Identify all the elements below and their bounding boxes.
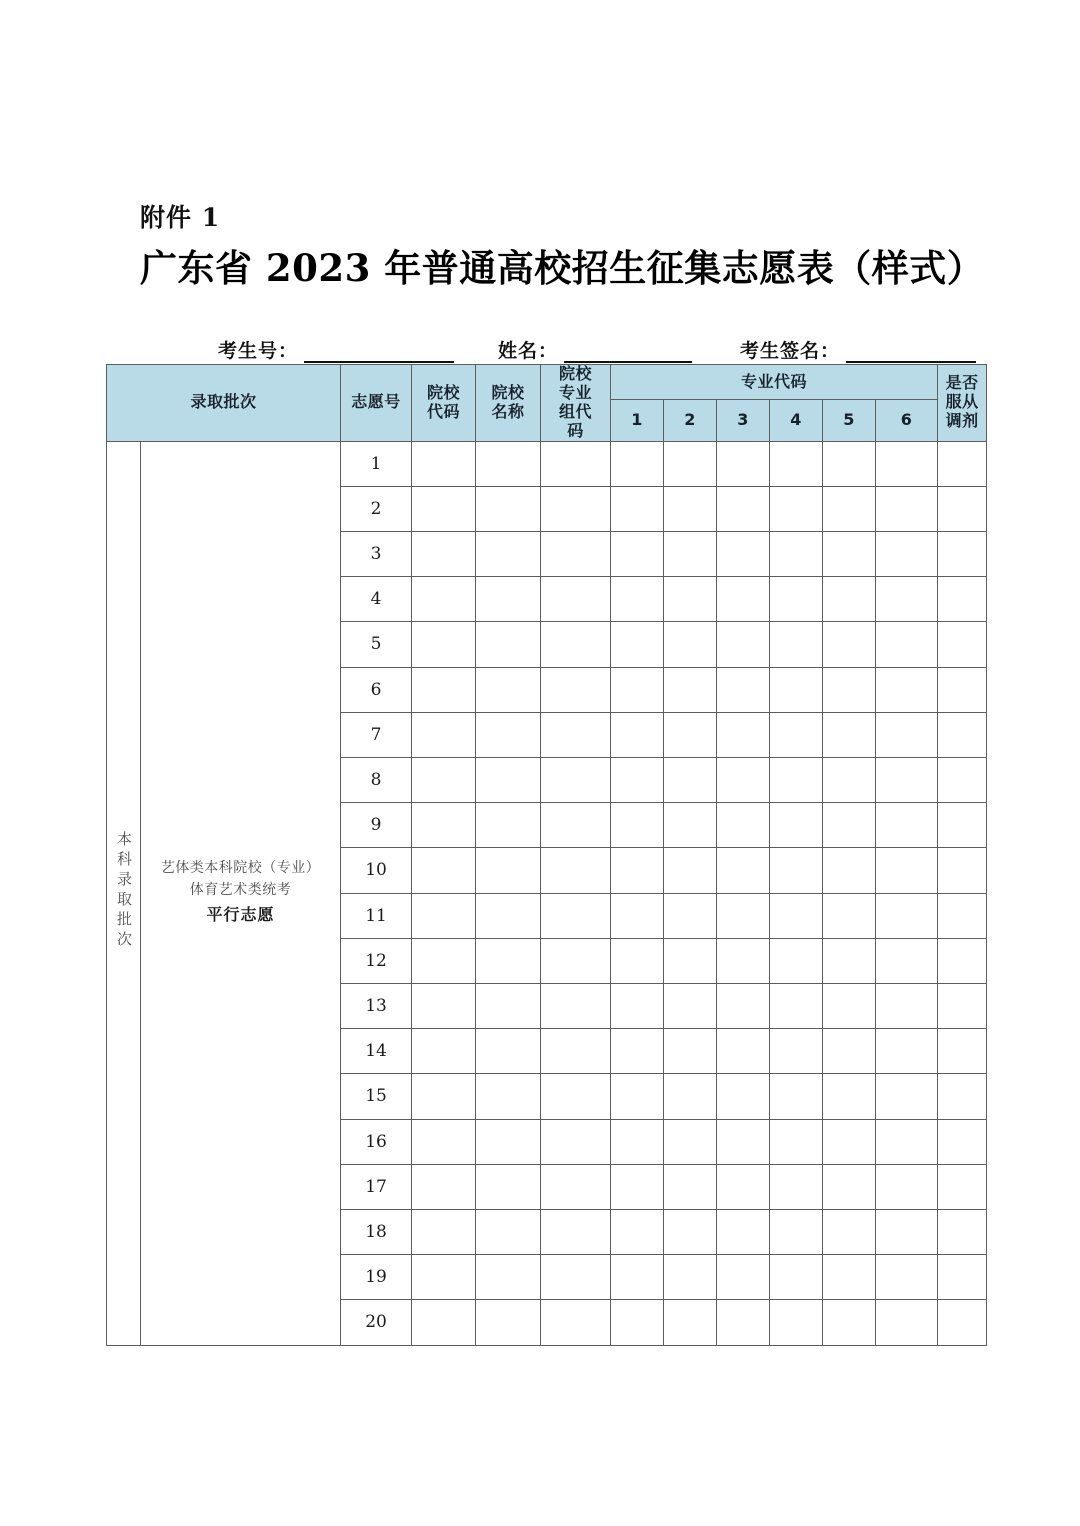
cell-major-code-1[interactable] bbox=[611, 1164, 664, 1209]
cell-school-code[interactable] bbox=[412, 938, 476, 983]
col-header-major-code-6: 6 bbox=[876, 400, 938, 442]
cell-major-code-3[interactable] bbox=[717, 486, 770, 531]
cell-school-code[interactable] bbox=[412, 1074, 476, 1119]
cell-major-code-4[interactable] bbox=[770, 803, 823, 848]
obey-adjust-line2: 服从 bbox=[945, 392, 979, 412]
cell-major-code-5[interactable] bbox=[823, 441, 876, 486]
cell-major-code-5[interactable] bbox=[823, 712, 876, 757]
cell-school-code[interactable] bbox=[412, 983, 476, 1028]
cell-school-code[interactable] bbox=[412, 1119, 476, 1164]
cell-school-name[interactable] bbox=[476, 486, 541, 531]
cell-major-code-6[interactable] bbox=[876, 667, 938, 712]
school-code-line1: 院校 bbox=[427, 382, 461, 402]
cell-major-code-5[interactable] bbox=[823, 803, 876, 848]
cell-major-code-6[interactable] bbox=[876, 1300, 938, 1345]
cell-obey-adjust[interactable] bbox=[938, 893, 987, 938]
cell-school-code[interactable] bbox=[412, 1164, 476, 1209]
school-name-line2: 名称 bbox=[491, 401, 525, 421]
cell-major-group-code[interactable] bbox=[541, 983, 611, 1028]
cell-major-code-6[interactable] bbox=[876, 712, 938, 757]
school-name-line1: 院校 bbox=[491, 382, 525, 402]
cell-school-code[interactable] bbox=[412, 1300, 476, 1345]
cell-major-code-1[interactable] bbox=[611, 1074, 664, 1119]
cell-major-code-3[interactable] bbox=[717, 622, 770, 667]
cell-major-code-3[interactable] bbox=[717, 712, 770, 757]
cell-major-code-4[interactable] bbox=[770, 1300, 823, 1345]
cell-major-code-2[interactable] bbox=[664, 938, 717, 983]
cell-school-name[interactable] bbox=[476, 757, 541, 802]
cell-major-group-code[interactable] bbox=[541, 848, 611, 893]
cell-major-code-4[interactable] bbox=[770, 848, 823, 893]
cell-volunteer-no: 4 bbox=[341, 577, 412, 622]
cell-major-code-1[interactable] bbox=[611, 983, 664, 1028]
volunteer-table bbox=[106, 364, 987, 1346]
col-header-major-code-2: 2 bbox=[664, 400, 717, 442]
cell-school-name[interactable] bbox=[476, 1255, 541, 1300]
obey-adjust-line3: 调剂 bbox=[945, 411, 979, 431]
cell-school-name[interactable] bbox=[476, 622, 541, 667]
cell-major-code-6[interactable] bbox=[876, 848, 938, 893]
batch-vertical-label: 本科录取批次 bbox=[115, 831, 133, 952]
cell-major-code-6[interactable] bbox=[876, 803, 938, 848]
cell-major-code-6[interactable] bbox=[876, 893, 938, 938]
cell-volunteer-no: 17 bbox=[341, 1164, 412, 1209]
cell-major-code-2[interactable] bbox=[664, 757, 717, 802]
cell-school-code[interactable] bbox=[412, 893, 476, 938]
candidate-signature-rule[interactable] bbox=[846, 344, 976, 363]
candidate-signature-field[interactable] bbox=[740, 336, 976, 363]
cell-school-code[interactable] bbox=[412, 757, 476, 802]
cell-major-code-3[interactable] bbox=[717, 803, 770, 848]
cell-major-group-code[interactable] bbox=[541, 1209, 611, 1254]
cell-obey-adjust[interactable] bbox=[938, 757, 987, 802]
cell-major-code-1[interactable] bbox=[611, 1209, 664, 1254]
cell-obey-adjust[interactable] bbox=[938, 938, 987, 983]
cell-major-group-code[interactable] bbox=[541, 1255, 611, 1300]
cell-major-code-4[interactable] bbox=[770, 983, 823, 1028]
cell-major-code-2[interactable] bbox=[664, 1164, 717, 1209]
cell-major-code-2[interactable] bbox=[664, 1119, 717, 1164]
cell-major-code-5[interactable] bbox=[823, 757, 876, 802]
cell-major-code-4[interactable] bbox=[770, 1029, 823, 1074]
cell-major-code-6[interactable] bbox=[876, 531, 938, 576]
major-group-line1: 院校 bbox=[559, 364, 593, 383]
cell-volunteer-no: 18 bbox=[341, 1209, 412, 1254]
cell-major-code-5[interactable] bbox=[823, 1029, 876, 1074]
cell-major-code-3[interactable] bbox=[717, 848, 770, 893]
cell-major-code-4[interactable] bbox=[770, 531, 823, 576]
header-row-top bbox=[107, 365, 987, 400]
cell-school-name[interactable] bbox=[476, 803, 541, 848]
cell-major-code-5[interactable] bbox=[823, 622, 876, 667]
col-header-batch: 录取批次 bbox=[107, 365, 341, 442]
cell-major-group-code[interactable] bbox=[541, 441, 611, 486]
col-header-school-name bbox=[476, 365, 541, 442]
cell-major-code-6[interactable] bbox=[876, 1119, 938, 1164]
cell-school-code[interactable] bbox=[412, 667, 476, 712]
cell-major-code-3[interactable] bbox=[717, 983, 770, 1028]
cell-obey-adjust[interactable] bbox=[938, 622, 987, 667]
candidate-name-field[interactable] bbox=[498, 336, 692, 363]
cell-major-code-4[interactable] bbox=[770, 486, 823, 531]
cell-major-code-4[interactable] bbox=[770, 1074, 823, 1119]
cell-major-code-6[interactable] bbox=[876, 983, 938, 1028]
cell-obey-adjust[interactable] bbox=[938, 577, 987, 622]
cell-major-code-4[interactable] bbox=[770, 441, 823, 486]
col-header-major-code-5: 5 bbox=[823, 400, 876, 442]
cell-major-code-5[interactable] bbox=[823, 983, 876, 1028]
cell-school-code[interactable] bbox=[412, 531, 476, 576]
cell-volunteer-no: 12 bbox=[341, 938, 412, 983]
cell-major-code-1[interactable] bbox=[611, 1119, 664, 1164]
cell-major-code-3[interactable] bbox=[717, 1074, 770, 1119]
cell-major-code-2[interactable] bbox=[664, 531, 717, 576]
page-title: 广东省 2023 年普通高校招生征集志愿表（样式） bbox=[140, 246, 985, 290]
cell-obey-adjust[interactable] bbox=[938, 848, 987, 893]
cell-major-group-code[interactable] bbox=[541, 486, 611, 531]
cell-major-code-6[interactable] bbox=[876, 938, 938, 983]
cell-major-code-1[interactable] bbox=[611, 1029, 664, 1074]
cell-school-code[interactable] bbox=[412, 577, 476, 622]
cell-major-code-3[interactable] bbox=[717, 667, 770, 712]
cell-major-code-1[interactable] bbox=[611, 893, 664, 938]
cell-major-code-4[interactable] bbox=[770, 667, 823, 712]
candidate-name-rule[interactable] bbox=[564, 344, 692, 363]
cell-major-group-code[interactable] bbox=[541, 1074, 611, 1119]
cell-major-code-2[interactable] bbox=[664, 893, 717, 938]
cell-major-code-4[interactable] bbox=[770, 1209, 823, 1254]
cell-volunteer-no: 13 bbox=[341, 983, 412, 1028]
table-body bbox=[107, 441, 987, 1345]
cell-major-code-3[interactable] bbox=[717, 893, 770, 938]
cell-major-code-4[interactable] bbox=[770, 712, 823, 757]
cell-major-code-5[interactable] bbox=[823, 1209, 876, 1254]
cell-major-code-3[interactable] bbox=[717, 441, 770, 486]
cell-major-code-5[interactable] bbox=[823, 1119, 876, 1164]
cell-major-code-4[interactable] bbox=[770, 622, 823, 667]
batch-description-line2: 体育艺术类统考 bbox=[189, 881, 292, 898]
cell-school-name[interactable] bbox=[476, 1209, 541, 1254]
cell-major-group-code[interactable] bbox=[541, 1029, 611, 1074]
cell-major-code-2[interactable] bbox=[664, 486, 717, 531]
cell-major-group-code[interactable] bbox=[541, 577, 611, 622]
cell-major-code-1[interactable] bbox=[611, 577, 664, 622]
cell-major-group-code[interactable] bbox=[541, 1300, 611, 1345]
table-header bbox=[107, 365, 987, 442]
cell-volunteer-no: 6 bbox=[341, 667, 412, 712]
cell-school-code[interactable] bbox=[412, 622, 476, 667]
cell-major-code-5[interactable] bbox=[823, 848, 876, 893]
major-group-line2: 专业 bbox=[559, 382, 593, 402]
cell-obey-adjust[interactable] bbox=[938, 667, 987, 712]
batch-description-cell bbox=[141, 441, 341, 1345]
cell-major-code-3[interactable] bbox=[717, 757, 770, 802]
cell-obey-adjust[interactable] bbox=[938, 1209, 987, 1254]
cell-major-group-code[interactable] bbox=[541, 1119, 611, 1164]
cell-major-group-code[interactable] bbox=[541, 712, 611, 757]
cell-major-code-5[interactable] bbox=[823, 1074, 876, 1119]
cell-school-code[interactable] bbox=[412, 712, 476, 757]
cell-major-code-3[interactable] bbox=[717, 1300, 770, 1345]
cell-major-code-5[interactable] bbox=[823, 577, 876, 622]
cell-major-code-4[interactable] bbox=[770, 757, 823, 802]
cell-major-group-code[interactable] bbox=[541, 938, 611, 983]
cell-school-code[interactable] bbox=[412, 1255, 476, 1300]
cell-major-code-5[interactable] bbox=[823, 667, 876, 712]
cell-school-name[interactable] bbox=[476, 848, 541, 893]
cell-obey-adjust[interactable] bbox=[938, 1255, 987, 1300]
cell-volunteer-no: 19 bbox=[341, 1255, 412, 1300]
cell-major-group-code[interactable] bbox=[541, 531, 611, 576]
cell-major-code-6[interactable] bbox=[876, 1255, 938, 1300]
cell-major-code-2[interactable] bbox=[664, 577, 717, 622]
school-code-line2: 代码 bbox=[427, 401, 461, 421]
cell-major-code-6[interactable] bbox=[876, 486, 938, 531]
cell-major-code-3[interactable] bbox=[717, 1164, 770, 1209]
cell-school-name[interactable] bbox=[476, 1074, 541, 1119]
cell-major-code-4[interactable] bbox=[770, 1255, 823, 1300]
cell-major-code-1[interactable] bbox=[611, 712, 664, 757]
cell-major-code-5[interactable] bbox=[823, 1164, 876, 1209]
cell-major-code-2[interactable] bbox=[664, 1255, 717, 1300]
cell-major-code-3[interactable] bbox=[717, 938, 770, 983]
cell-major-code-6[interactable] bbox=[876, 1074, 938, 1119]
cell-major-code-6[interactable] bbox=[876, 757, 938, 802]
col-header-volunteer-no: 志愿号 bbox=[341, 365, 412, 442]
table-row bbox=[107, 441, 987, 486]
cell-obey-adjust[interactable] bbox=[938, 1164, 987, 1209]
cell-major-code-2[interactable] bbox=[664, 712, 717, 757]
cell-major-group-code[interactable] bbox=[541, 757, 611, 802]
cell-major-code-4[interactable] bbox=[770, 1164, 823, 1209]
cell-major-code-3[interactable] bbox=[717, 577, 770, 622]
cell-school-name[interactable] bbox=[476, 712, 541, 757]
cell-major-code-6[interactable] bbox=[876, 622, 938, 667]
cell-school-name[interactable] bbox=[476, 441, 541, 486]
cell-school-name[interactable] bbox=[476, 938, 541, 983]
volunteer-table-wrapper bbox=[106, 364, 986, 1333]
cell-major-code-5[interactable] bbox=[823, 531, 876, 576]
cell-major-code-1[interactable] bbox=[611, 848, 664, 893]
cell-major-code-5[interactable] bbox=[823, 938, 876, 983]
cell-major-code-3[interactable] bbox=[717, 531, 770, 576]
cell-school-code[interactable] bbox=[412, 1029, 476, 1074]
cell-major-code-5[interactable] bbox=[823, 1300, 876, 1345]
cell-major-code-2[interactable] bbox=[664, 848, 717, 893]
cell-obey-adjust[interactable] bbox=[938, 486, 987, 531]
cell-major-code-1[interactable] bbox=[611, 1300, 664, 1345]
batch-description-line1: 艺体类本科院校（专业） bbox=[160, 859, 321, 876]
cell-school-name[interactable] bbox=[476, 1029, 541, 1074]
candidate-name-label: 姓名： bbox=[498, 340, 559, 362]
cell-major-code-6[interactable] bbox=[876, 441, 938, 486]
attachment-label: 附件 1 bbox=[140, 203, 221, 232]
col-header-major-code-4: 4 bbox=[770, 400, 823, 442]
cell-major-code-6[interactable] bbox=[876, 577, 938, 622]
cell-major-code-3[interactable] bbox=[717, 1029, 770, 1074]
cell-major-code-2[interactable] bbox=[664, 622, 717, 667]
candidate-signature-label: 考生签名： bbox=[740, 340, 841, 362]
cell-school-name[interactable] bbox=[476, 667, 541, 712]
cell-obey-adjust[interactable] bbox=[938, 1300, 987, 1345]
cell-volunteer-no: 16 bbox=[341, 1119, 412, 1164]
col-header-obey-adjust bbox=[938, 365, 987, 442]
cell-major-code-2[interactable] bbox=[664, 667, 717, 712]
cell-major-code-2[interactable] bbox=[664, 1074, 717, 1119]
cell-obey-adjust[interactable] bbox=[938, 1119, 987, 1164]
cell-volunteer-no: 15 bbox=[341, 1074, 412, 1119]
cell-major-code-6[interactable] bbox=[876, 1209, 938, 1254]
cell-major-code-2[interactable] bbox=[664, 441, 717, 486]
cell-volunteer-no: 8 bbox=[341, 757, 412, 802]
col-header-school-code bbox=[412, 365, 476, 442]
cell-major-code-1[interactable] bbox=[611, 486, 664, 531]
cell-volunteer-no: 9 bbox=[341, 803, 412, 848]
cell-major-code-3[interactable] bbox=[717, 1209, 770, 1254]
cell-major-code-5[interactable] bbox=[823, 486, 876, 531]
cell-major-code-5[interactable] bbox=[823, 893, 876, 938]
cell-obey-adjust[interactable] bbox=[938, 1029, 987, 1074]
cell-volunteer-no: 5 bbox=[341, 622, 412, 667]
cell-school-code[interactable] bbox=[412, 803, 476, 848]
cell-major-group-code[interactable] bbox=[541, 803, 611, 848]
cell-school-code[interactable] bbox=[412, 441, 476, 486]
cell-major-code-4[interactable] bbox=[770, 938, 823, 983]
cell-major-code-6[interactable] bbox=[876, 1164, 938, 1209]
cell-major-code-3[interactable] bbox=[717, 1119, 770, 1164]
cell-major-code-1[interactable] bbox=[611, 441, 664, 486]
cell-major-group-code[interactable] bbox=[541, 1164, 611, 1209]
cell-volunteer-no: 20 bbox=[341, 1300, 412, 1345]
cell-major-code-1[interactable] bbox=[611, 531, 664, 576]
obey-adjust-line1: 是否 bbox=[945, 373, 979, 393]
col-header-school-major-group-code bbox=[541, 365, 611, 442]
cell-school-name[interactable] bbox=[476, 531, 541, 576]
cell-obey-adjust[interactable] bbox=[938, 1074, 987, 1119]
candidate-number-rule[interactable] bbox=[304, 344, 454, 363]
cell-school-name[interactable] bbox=[476, 1164, 541, 1209]
cell-major-code-1[interactable] bbox=[611, 622, 664, 667]
col-header-major-code-1: 1 bbox=[611, 400, 664, 442]
cell-major-code-5[interactable] bbox=[823, 1255, 876, 1300]
cell-major-code-1[interactable] bbox=[611, 667, 664, 712]
cell-major-code-3[interactable] bbox=[717, 1255, 770, 1300]
cell-volunteer-no: 11 bbox=[341, 893, 412, 938]
cell-school-name[interactable] bbox=[476, 983, 541, 1028]
cell-major-code-2[interactable] bbox=[664, 1300, 717, 1345]
batch-vertical-label-cell bbox=[107, 441, 141, 1345]
cell-major-code-4[interactable] bbox=[770, 577, 823, 622]
cell-volunteer-no: 7 bbox=[341, 712, 412, 757]
major-group-line3: 组代 bbox=[559, 401, 593, 421]
cell-school-code[interactable] bbox=[412, 486, 476, 531]
col-header-major-code-group: 专业代码 bbox=[611, 365, 938, 400]
cell-school-code[interactable] bbox=[412, 1209, 476, 1254]
cell-major-code-1[interactable] bbox=[611, 1255, 664, 1300]
cell-major-code-4[interactable] bbox=[770, 1119, 823, 1164]
cell-major-code-2[interactable] bbox=[664, 983, 717, 1028]
cell-major-code-4[interactable] bbox=[770, 893, 823, 938]
cell-obey-adjust[interactable] bbox=[938, 983, 987, 1028]
cell-major-code-1[interactable] bbox=[611, 803, 664, 848]
cell-obey-adjust[interactable] bbox=[938, 712, 987, 757]
cell-major-group-code[interactable] bbox=[541, 622, 611, 667]
col-header-major-code-3: 3 bbox=[717, 400, 770, 442]
cell-volunteer-no: 14 bbox=[341, 1029, 412, 1074]
cell-major-code-2[interactable] bbox=[664, 803, 717, 848]
cell-major-code-6[interactable] bbox=[876, 1029, 938, 1074]
cell-volunteer-no: 3 bbox=[341, 531, 412, 576]
candidate-number-label: 考生号： bbox=[218, 340, 299, 362]
cell-major-group-code[interactable] bbox=[541, 893, 611, 938]
batch-description-line3: 平行志愿 bbox=[206, 905, 275, 925]
cell-major-group-code[interactable] bbox=[541, 667, 611, 712]
cell-obey-adjust[interactable] bbox=[938, 441, 987, 486]
candidate-number-field[interactable] bbox=[218, 336, 454, 363]
major-group-line4: 码 bbox=[567, 420, 584, 440]
cell-school-name[interactable] bbox=[476, 1300, 541, 1345]
cell-school-name[interactable] bbox=[476, 577, 541, 622]
cell-volunteer-no: 2 bbox=[341, 486, 412, 531]
cell-major-code-2[interactable] bbox=[664, 1209, 717, 1254]
cell-obey-adjust[interactable] bbox=[938, 803, 987, 848]
cell-volunteer-no: 1 bbox=[341, 441, 412, 486]
cell-school-name[interactable] bbox=[476, 1119, 541, 1164]
cell-volunteer-no: 10 bbox=[341, 848, 412, 893]
cell-major-code-1[interactable] bbox=[611, 757, 664, 802]
cell-school-code[interactable] bbox=[412, 848, 476, 893]
cell-major-code-2[interactable] bbox=[664, 1029, 717, 1074]
cell-major-code-1[interactable] bbox=[611, 938, 664, 983]
cell-school-name[interactable] bbox=[476, 893, 541, 938]
cell-obey-adjust[interactable] bbox=[938, 531, 987, 576]
identity-field-row bbox=[106, 336, 986, 364]
